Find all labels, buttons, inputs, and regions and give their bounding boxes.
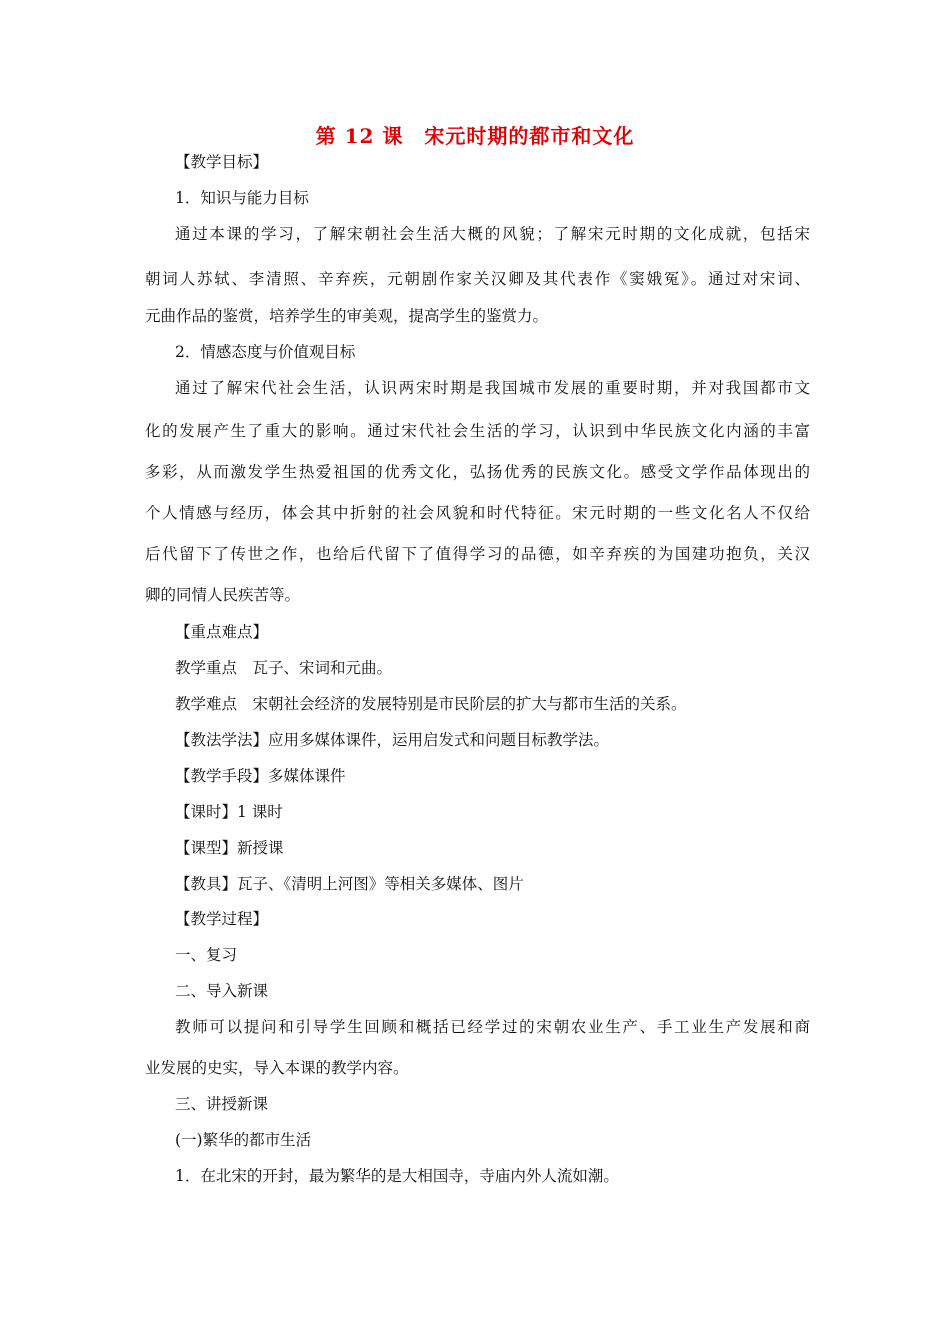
heading-teaching-objectives: 【教学目标】 — [175, 153, 269, 171]
paragraph-line: 朝词人苏轼、李清照、辛弃疾，元朝剧作家关汉卿及其代表作《窦娥冤》。通过对宋词、 — [145, 270, 810, 288]
difficult-point-line: 教学难点 宋朝社会经济的发展特别是市民阶层的扩大与都市生活的关系。 — [175, 695, 687, 713]
lesson-type-line: 【课型】新授课 — [175, 839, 284, 857]
paragraph-line: 通过本课的学习，了解宋朝社会生活大概的风貌；了解宋元时期的文化成就，包括宋 — [175, 225, 810, 243]
key-point-line: 教学重点 瓦子、宋词和元曲。 — [175, 659, 393, 677]
paragraph-line: 元曲作品的鉴赏，培养学生的审美观，提高学生的鉴赏力。 — [145, 307, 549, 325]
paragraph-line: 后代留下了传世之作，也给后代留下了值得学习的品德，如辛弃疾的为国建功抱负，关汉 — [145, 545, 810, 563]
heading-teaching-process: 【教学过程】 — [175, 910, 269, 928]
paragraph-line: 个人情感与经历，体会其中折射的社会风貌和时代特征。宋元时期的一些文化名人不仅给 — [145, 504, 810, 522]
subheading-emotion-values: 2．情感态度与价值观目标 — [175, 343, 356, 361]
paragraph-line: 多彩，从而激发学生热爱祖国的优秀文化，弘扬优秀的民族文化。感受文学作品体现出的 — [145, 463, 810, 481]
teaching-method-line: 【教法学法】应用多媒体课件，运用启发式和问题目标教学法。 — [175, 731, 610, 749]
section-review: 一、复习 — [175, 946, 238, 964]
paragraph-line: 卿的同情人民疾苦等。 — [145, 586, 301, 604]
paragraph-line: 通过了解宋代社会生活，认识两宋时期是我国城市发展的重要时期，并对我国都市文 — [175, 379, 810, 397]
teaching-means-line: 【教学手段】多媒体课件 — [175, 767, 346, 785]
class-hours-line: 【课时】1 课时 — [175, 803, 283, 821]
paragraph-line: 化的发展产生了重大的影响。通过宋代社会生活的学习，认识到中华民族文化内涵的丰富 — [145, 422, 810, 440]
subheading-knowledge-ability: 1．知识与能力目标 — [175, 189, 309, 207]
section-new-lesson: 三、讲授新课 — [175, 1095, 269, 1113]
paragraph-line: 业发展的史实，导入本课的教学内容。 — [145, 1059, 409, 1077]
heading-key-points: 【重点难点】 — [175, 623, 269, 641]
subsection-city-life: (一)繁华的都市生活 — [175, 1131, 312, 1149]
section-introduction: 二、导入新课 — [175, 982, 269, 1000]
teaching-aids-line: 【教具】瓦子、《清明上河图》等相关多媒体、图片 — [175, 875, 524, 893]
paragraph-line: 1．在北宋的开封，最为繁华的是大相国寺，寺庙内外人流如潮。 — [175, 1167, 619, 1185]
lesson-title: 第 12 课 宋元时期的都市和文化 — [315, 124, 635, 148]
paragraph-line: 教师可以提问和引导学生回顾和概括已经学过的宋朝农业生产、手工业生产发展和商 — [175, 1018, 810, 1036]
